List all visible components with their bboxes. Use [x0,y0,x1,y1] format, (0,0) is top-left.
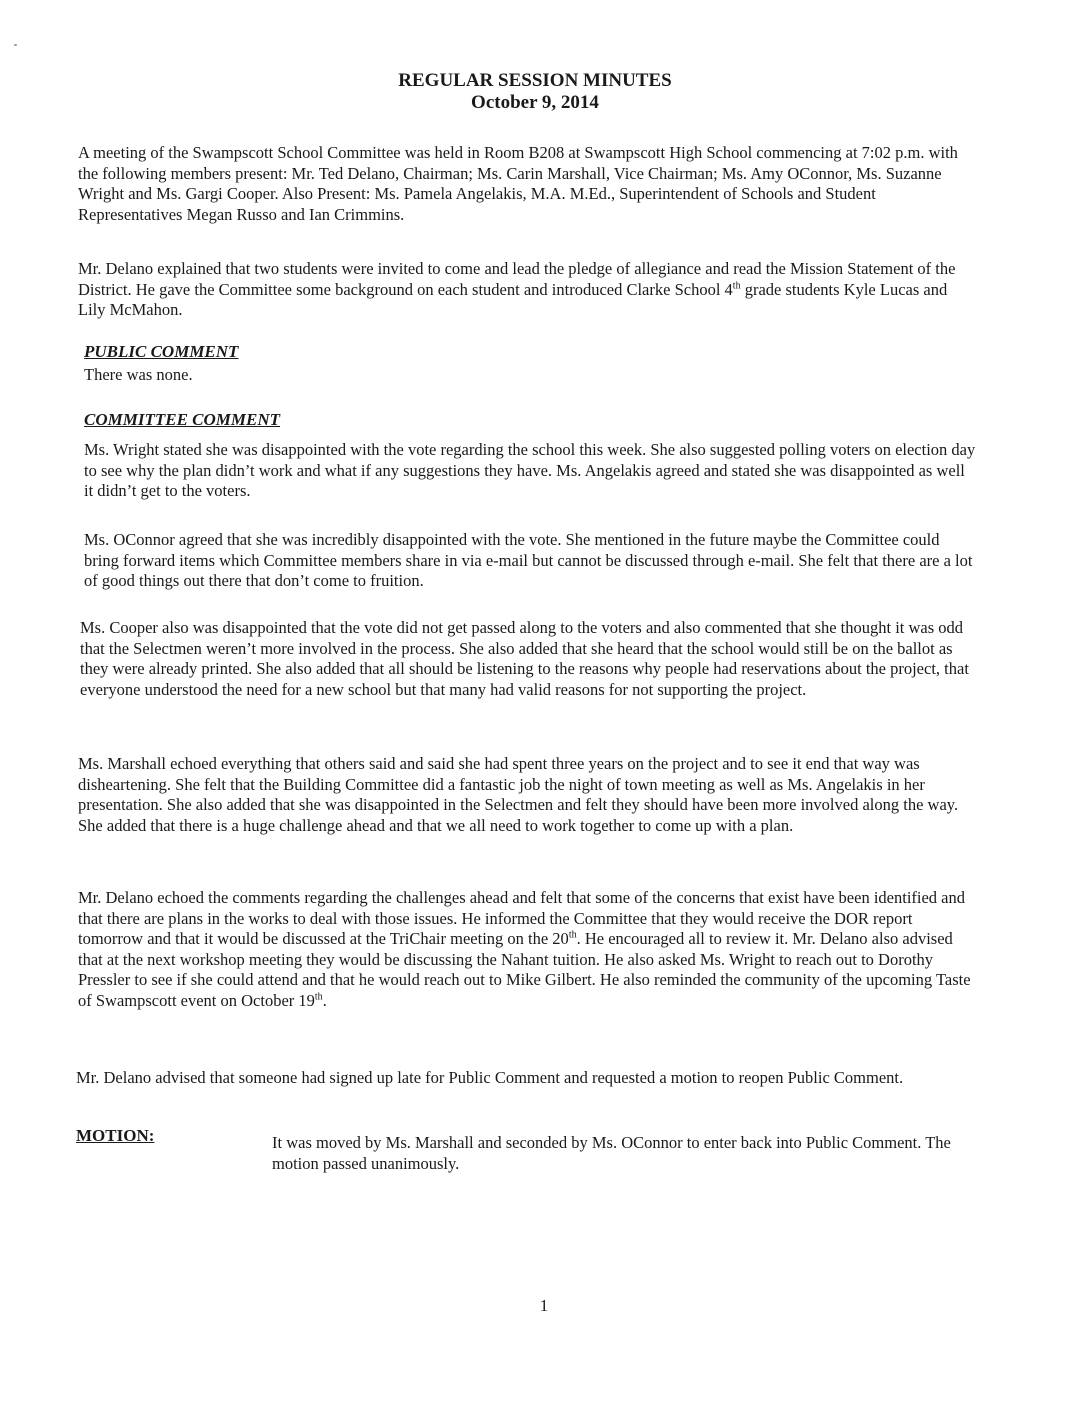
public-comment-text: There was none. [84,365,193,384]
page-number: 1 [539,1296,549,1315]
delano-text-c: . [322,990,327,1010]
public-comment-heading: PUBLIC COMMENT [84,342,239,361]
cooper-comment-paragraph: Ms. Cooper also was disappointed that the vote did not get passed along to the voters and also commented that she thought it was odd that the Selectmen weren’t more involved in the process. She also added that she heard that the school would still be on the ballot as they were already printed. She also added that all should be listening to the reasons why people had reservations about the project, that everyone understood the need for a new school but that many had valid reasons for not supporting the project. [80,618,969,699]
document-title: REGULAR SESSION MINUTES [398,70,672,91]
pledge-paragraph [78,259,978,321]
document-date: October 9, 2014 [471,92,599,113]
motion-text: It was moved by Ms. Marshall and seconded by Ms. OConnor to enter back into Public Comment. The motion passed unanimously. [272,1133,951,1173]
ordinal-suffix: th [732,280,741,291]
pledge-text-b: grade students Kyle Lucas and Lily McMahon. [78,279,948,319]
wright-comment-paragraph: Ms. Wright stated she was disappointed with the vote regarding the school this week. She also suggested polling voters on election day to see why the plan didn’t work and what if any suggestions they have. Ms. Angelakis agreed and stated she was disappointed as well it didn’t get to the voters. [84,440,976,500]
pledge-text-a: Mr. Delano explained that two students were invited to come and lead the pledge of allegiance and read the Mission Statement of the District. He gave the Committee some background on each student and introduced Clarke School 4 [78,259,956,299]
oconnor-comment-paragraph: Ms. OConnor agreed that she was incredibly disappointed with the vote. She mentioned in the future maybe the Committee could bring forward items which Committee members share in via e-mail but cannot be discussed through e-mail. She felt that there are a lot of good things out there that don’t come to fruition. [84,530,973,590]
attendance-paragraph: A meeting of the Swampscott School Committee was held in Room B208 at Swampscott High School commencing at 7:02 p.m. with the following members present: Mr. Ted Delano, Chairman; Ms. Carin Marshall, Vice Chairman; Ms. Amy OConnor, Ms. Suzanne Wright and Ms. Gargi Cooper. Also Present: Ms. Pamela Angelakis, M.A. M.Ed., Superintendent of Schools and Student Representatives Megan Russo and Ian Crimmins. [78,143,958,224]
delano-comment-paragraph [78,888,978,1011]
delano-text-b: . He encouraged all to review it. Mr. Delano also advised that at the next workshop meeting they would be discussing the Nahant tuition. He also asked Ms. Wright to reach out to Dorothy Pressler to see if she could attend and that he would reach out to Mike Gilbert. He also reminded the community of the upcoming Taste of Swampscott event on October 19 [78,929,971,1010]
marshall-comment-paragraph: Ms. Marshall echoed everything that others said and said she had spent three years on the project and to see it end that way was disheartening. She felt that the Building Committee did a fantastic job the night of town meeting as well as Ms. Angelakis in her presentation. She also added that she was disappointed in the Selectmen and felt they should have been more involved along the way. She added that there is a huge challenge ahead and that we all need to work together to come up with a plan. [78,754,959,835]
ordinal-suffix: th [314,991,323,1002]
delano-text-a: Mr. Delano echoed the comments regarding the challenges ahead and felt that some of the concerns that exist have been identified and that there are plans in the works to deal with those issues. He informed the Committee that they would receive the DOR report tomorrow and that it would be discussed at the TriChair meeting on the 20 [78,888,966,948]
motion-label: MOTION: [76,1126,155,1145]
scan-speck [14,44,17,46]
committee-comment-heading: COMMITTEE COMMENT [84,410,281,429]
reopen-request-paragraph: Mr. Delano advised that someone had signed up late for Public Comment and requested a motion to reopen Public Comment. [76,1068,904,1087]
ordinal-suffix: th [568,929,577,941]
